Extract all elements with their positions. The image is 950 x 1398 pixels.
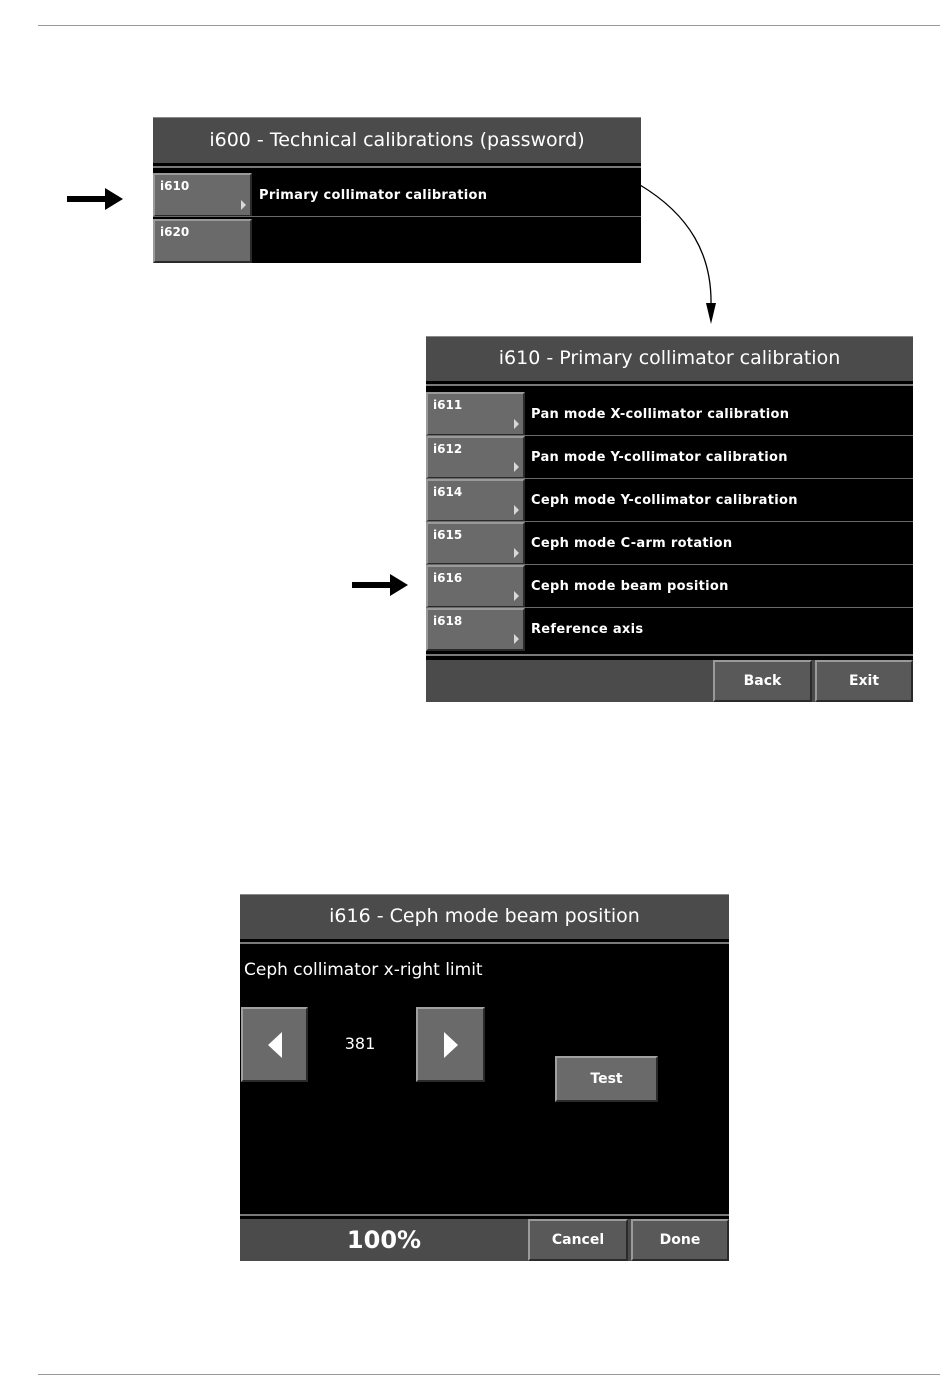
menu-item-i610[interactable] xyxy=(153,173,641,217)
exit-button[interactable]: Exit xyxy=(815,660,913,702)
screen-title: i600 - Technical calibrations (password) xyxy=(209,129,585,151)
curved-arrow-icon xyxy=(620,175,740,335)
menu-code: i610 xyxy=(160,179,190,193)
title-separator xyxy=(240,942,729,944)
test-button[interactable]: Test xyxy=(555,1056,658,1102)
ceph-beam-position-screen xyxy=(240,894,729,1261)
menu-code-button[interactable] xyxy=(426,565,525,608)
menu-code-button[interactable] xyxy=(426,608,525,651)
submenu-triangle-icon xyxy=(514,548,519,558)
cancel-button[interactable]: Cancel xyxy=(528,1219,628,1261)
screen-title: i610 - Primary collimator calibration xyxy=(498,347,841,369)
footer-separator xyxy=(240,1214,729,1216)
menu-item-i616[interactable] xyxy=(426,565,913,608)
screen-title: i616 - Ceph mode beam position xyxy=(329,905,640,927)
submenu-triangle-icon xyxy=(241,200,246,210)
triangle-left-icon xyxy=(266,1030,284,1060)
menu-item-label: Pan mode X-collimator calibration xyxy=(531,406,790,422)
page-bottom-rule xyxy=(38,1374,940,1375)
page-top-rule xyxy=(38,25,940,26)
menu-item-i612[interactable] xyxy=(426,436,913,479)
menu-code: i615 xyxy=(433,528,463,542)
row-divider xyxy=(153,216,641,217)
submenu-triangle-icon xyxy=(514,634,519,644)
menu-code: i612 xyxy=(433,442,463,456)
menu-item-i620[interactable] xyxy=(153,219,641,263)
percent-indicator: 100% xyxy=(346,1226,422,1254)
triangle-right-icon xyxy=(442,1030,460,1060)
menu-code-button[interactable] xyxy=(426,479,525,522)
menu-code: i620 xyxy=(160,225,190,239)
submenu-triangle-icon xyxy=(514,505,519,515)
screen-title-bar xyxy=(240,894,729,939)
submenu-triangle-icon xyxy=(514,419,519,429)
menu-code: i618 xyxy=(433,614,463,628)
menu-item-i614[interactable] xyxy=(426,479,913,522)
menu-code-button[interactable] xyxy=(153,173,252,217)
submenu-triangle-icon xyxy=(514,591,519,601)
menu-code-button[interactable] xyxy=(426,392,525,436)
submenu-triangle-icon xyxy=(514,462,519,472)
value-display: 381 xyxy=(344,1034,376,1053)
title-separator xyxy=(426,384,913,386)
parameter-label: Ceph collimator x-right limit xyxy=(244,960,483,980)
footer-separator xyxy=(426,654,913,656)
back-button[interactable]: Back xyxy=(713,660,812,702)
menu-code-button[interactable] xyxy=(426,436,525,479)
menu-item-label: Primary collimator calibration xyxy=(259,187,488,203)
menu-code-button[interactable] xyxy=(426,522,525,565)
menu-item-label: Reference axis xyxy=(531,622,644,637)
screen-title-bar xyxy=(153,117,641,163)
done-button[interactable]: Done xyxy=(631,1219,729,1261)
menu-code: i616 xyxy=(433,571,463,585)
menu-code-button[interactable] xyxy=(153,219,252,263)
screen-title-bar xyxy=(426,336,913,381)
menu-item-label: Ceph mode beam position xyxy=(531,579,729,594)
title-separator xyxy=(153,166,641,168)
primary-collimator-screen xyxy=(426,336,913,702)
menu-item-i615[interactable] xyxy=(426,522,913,565)
decrease-button[interactable] xyxy=(241,1007,308,1082)
menu-item-i618[interactable] xyxy=(426,608,913,651)
menu-item-label: Ceph mode Y-collimator calibration xyxy=(531,493,798,508)
menu-item-i611[interactable] xyxy=(426,392,913,436)
menu-code: i611 xyxy=(433,398,463,412)
menu-item-label: Ceph mode C-arm rotation xyxy=(531,536,733,551)
menu-code: i614 xyxy=(433,485,463,499)
footer-bar xyxy=(240,1219,729,1261)
technical-calibrations-screen xyxy=(153,117,641,239)
increase-button[interactable] xyxy=(416,1007,485,1082)
menu-item-label: Pan mode Y-collimator calibration xyxy=(531,450,788,465)
footer-bar xyxy=(426,660,913,702)
